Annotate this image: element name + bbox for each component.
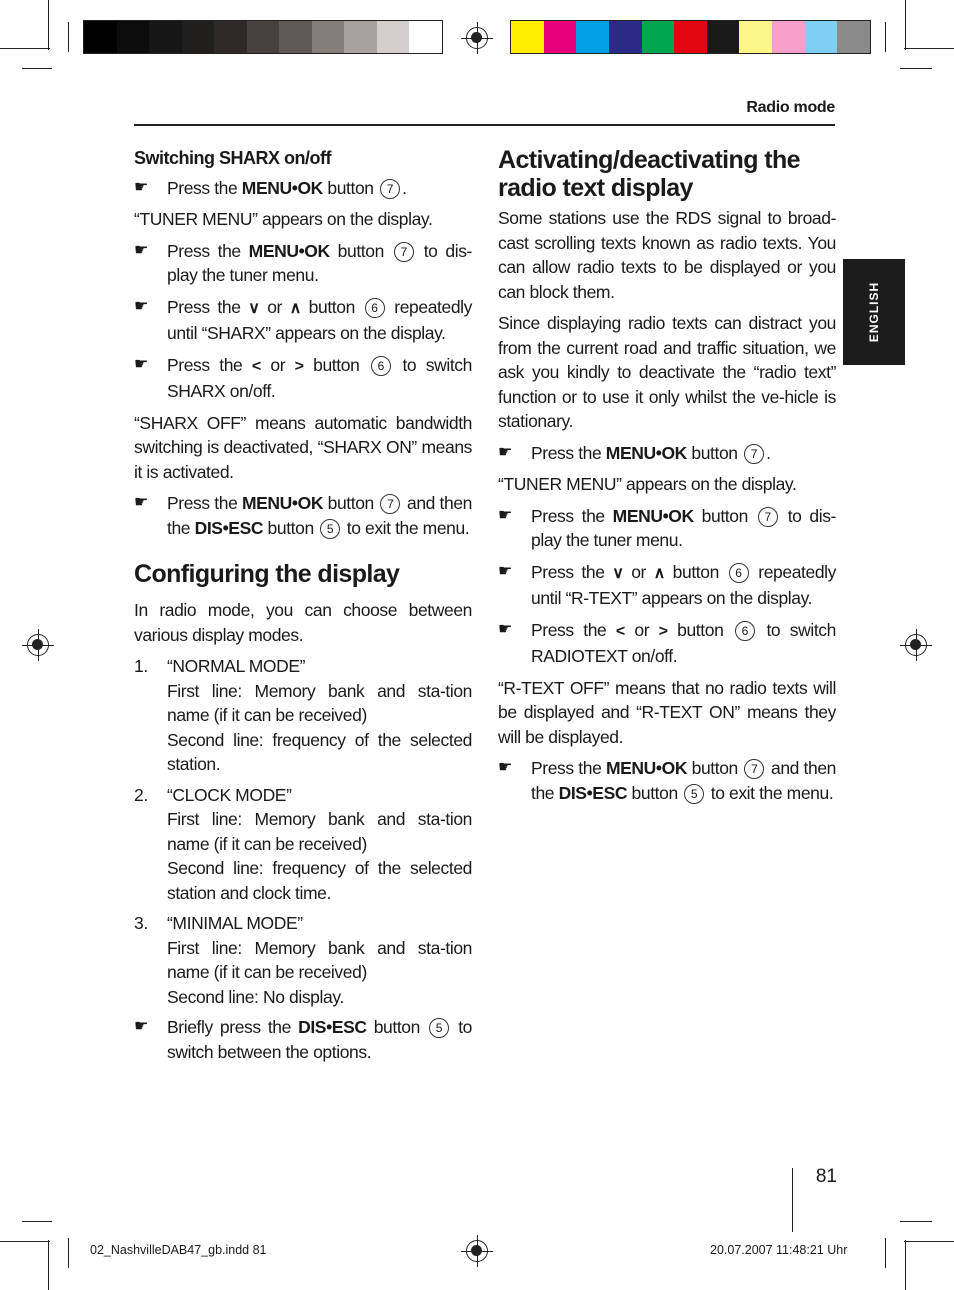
footer-file: 02_NashvilleDAB47_gb.indd 81 bbox=[90, 1243, 267, 1257]
key-label: DIS•ESC bbox=[194, 517, 264, 538]
arrow-down-icon: ∨ bbox=[248, 299, 260, 317]
color-swatch bbox=[674, 21, 707, 53]
registration-mark-icon bbox=[27, 634, 49, 656]
color-swatch bbox=[707, 21, 740, 53]
body-text: “SHARX OFF” means automatic bandwidth switching is deactivated, “SHARX ON” means it is activated. bbox=[134, 412, 472, 482]
crop-mark bbox=[904, 1241, 954, 1242]
color-swatch bbox=[642, 21, 675, 53]
grayscale-bar bbox=[83, 20, 443, 54]
button-number-icon: 7 bbox=[380, 494, 400, 514]
body-text: “R-TEXT OFF” means that no radio texts will be displayed and “R-TEXT ON” means they will be displayed. bbox=[498, 677, 836, 747]
arrow-up-icon: ∧ bbox=[653, 564, 665, 582]
list-item: 3. “MINIMAL MODE” First line: Memory bank and sta-tion name (if it can be received) Second line: No display. bbox=[134, 913, 472, 1007]
color-swatch bbox=[609, 21, 642, 53]
page-header bbox=[134, 96, 835, 126]
crop-mark bbox=[0, 48, 50, 49]
pointing-hand-icon: ☛ bbox=[498, 759, 512, 776]
crop-mark bbox=[900, 68, 932, 69]
color-swatch bbox=[772, 21, 805, 53]
crop-mark bbox=[48, 0, 49, 50]
section-heading: Activating/deactivating the radio text display bbox=[498, 146, 800, 202]
button-number-icon: 6 bbox=[735, 621, 755, 641]
crop-mark bbox=[905, 0, 906, 50]
color-swatch bbox=[805, 21, 838, 53]
key-label: DIS•ESC bbox=[298, 1017, 367, 1037]
button-number-icon: 6 bbox=[371, 356, 391, 376]
color-bar bbox=[510, 20, 871, 54]
arrow-up-icon: ∧ bbox=[289, 299, 301, 317]
instruction-item: ☛ Press the MENU•OK button 7 to dis-play the tuner menu. bbox=[498, 505, 836, 550]
crop-mark bbox=[68, 22, 69, 52]
crop-mark bbox=[900, 1221, 932, 1222]
color-swatch bbox=[84, 21, 117, 53]
body-text: “TUNER MENU” appears on the display. bbox=[498, 474, 797, 494]
crop-mark bbox=[904, 48, 954, 49]
button-number-icon: 7 bbox=[758, 507, 778, 527]
key-label: MENU•OK bbox=[605, 758, 688, 778]
footer-timestamp: 20.07.2007 11:48:21 Uhr bbox=[710, 1243, 848, 1257]
color-swatch bbox=[149, 21, 182, 53]
crop-mark bbox=[905, 1240, 906, 1290]
pointing-hand-icon: ☛ bbox=[134, 494, 148, 511]
key-label: MENU•OK bbox=[605, 442, 687, 463]
color-swatch bbox=[409, 21, 442, 53]
pointing-hand-icon: ☛ bbox=[134, 355, 148, 373]
button-number-icon: 6 bbox=[729, 563, 749, 583]
button-number-icon: 5 bbox=[320, 519, 340, 539]
instruction-item: ☛ Press the < or > button 6 to switch SHARX on/off. bbox=[134, 354, 472, 401]
crop-mark bbox=[885, 22, 886, 52]
color-swatch bbox=[576, 21, 609, 53]
sharx-heading: Switching SHARX on/off bbox=[134, 148, 331, 168]
instruction-item: ☛ Press the MENU•OK button 7 to dis-play the tuner menu. bbox=[134, 240, 472, 285]
color-swatch bbox=[117, 21, 150, 53]
button-number-icon: 7 bbox=[380, 179, 400, 199]
section-title: Radio mode bbox=[746, 99, 835, 116]
color-swatch bbox=[344, 21, 377, 53]
list-item: 1. “NORMAL MODE” First line: Memory bank and sta-tion name (if it can be received) Second line: frequency of the selected station. bbox=[134, 656, 472, 774]
color-swatch bbox=[511, 21, 544, 53]
language-tab bbox=[843, 259, 905, 365]
color-swatch bbox=[377, 21, 410, 53]
page-number-box bbox=[792, 1168, 837, 1232]
arrow-left-icon: < bbox=[251, 357, 261, 375]
pointing-hand-icon: ☛ bbox=[134, 1018, 148, 1035]
crop-mark bbox=[885, 1238, 886, 1268]
registration-mark-icon bbox=[466, 1240, 488, 1262]
arrow-left-icon: < bbox=[615, 622, 625, 640]
color-swatch bbox=[837, 21, 870, 53]
pointing-hand-icon: ☛ bbox=[498, 562, 512, 580]
registration-mark-icon bbox=[466, 27, 488, 49]
crop-mark bbox=[0, 1241, 50, 1242]
crop-mark bbox=[68, 1238, 69, 1268]
instruction-item: ☛ Briefly press the DIS•ESC button 5 to switch between the options. bbox=[134, 1017, 472, 1062]
pointing-hand-icon: ☛ bbox=[498, 506, 512, 524]
color-swatch bbox=[739, 21, 772, 53]
instruction-item: ☛ Press the MENU•OK button 7 and then the DIS•ESC button 5 to exit the menu. bbox=[498, 758, 836, 803]
arrow-down-icon: ∨ bbox=[612, 564, 624, 582]
instruction-item: ☛ Press the MENU•OK button 7 . bbox=[134, 176, 472, 201]
language-tab-label: ENGLISH bbox=[867, 281, 881, 343]
instruction-item: ☛ Press the ∨ or ∧ button 6 repeatedly until “SHARX” appears on the display. bbox=[134, 296, 472, 343]
button-number-icon: 6 bbox=[365, 298, 385, 318]
color-swatch bbox=[182, 21, 215, 53]
instruction-item: ☛ Press the MENU•OK button 7 . bbox=[498, 441, 836, 466]
key-label: MENU•OK bbox=[612, 505, 694, 526]
color-swatch bbox=[214, 21, 247, 53]
instruction-item: ☛ Press the MENU•OK button 7 and then the DIS•ESC button 5 to exit the menu. bbox=[134, 493, 472, 538]
arrow-right-icon: > bbox=[294, 357, 304, 375]
right-column bbox=[498, 146, 836, 812]
crop-mark bbox=[22, 68, 52, 69]
key-label: MENU•OK bbox=[241, 493, 324, 513]
section-heading: Configuring the display bbox=[134, 560, 400, 588]
instruction-item: ☛ Press the < or > button 6 to switch RADIOTEXT on/off. bbox=[498, 619, 836, 666]
body-text: Some stations use the RDS signal to broad-cast scrolling texts known as radio texts. You can allow radio texts to be displayed or you can block them. bbox=[498, 208, 836, 302]
left-column bbox=[134, 146, 472, 1071]
pointing-hand-icon: ☛ bbox=[134, 241, 148, 259]
list-item: 2. “CLOCK MODE” First line: Memory bank and sta-tion name (if it can be received) Second line: frequency of the selected station and clock time. bbox=[134, 784, 472, 903]
arrow-right-icon: > bbox=[658, 622, 668, 640]
color-swatch bbox=[279, 21, 312, 53]
pointing-hand-icon: ☛ bbox=[134, 297, 148, 315]
key-label: MENU•OK bbox=[248, 240, 330, 261]
body-text: “TUNER MENU” appears on the display. bbox=[134, 209, 433, 229]
crop-mark bbox=[22, 1221, 52, 1222]
instruction-item: ☛ Press the ∨ or ∧ button 6 repeatedly until “R-TEXT” appears on the display. bbox=[498, 561, 836, 608]
button-number-icon: 5 bbox=[429, 1018, 449, 1038]
color-swatch bbox=[312, 21, 345, 53]
pointing-hand-icon: ☛ bbox=[498, 443, 512, 461]
crop-mark bbox=[48, 1240, 49, 1290]
pointing-hand-icon: ☛ bbox=[134, 178, 148, 196]
button-number-icon: 7 bbox=[394, 242, 414, 262]
button-number-icon: 7 bbox=[744, 444, 764, 464]
button-number-icon: 5 bbox=[684, 784, 704, 804]
body-text: Since displaying radio texts can distract you from the current road and traffic situation, we ask you kindly to deactivate the “radio text” function or to use it only whilst the ve-hicle is stationary. bbox=[498, 313, 836, 431]
button-number-icon: 7 bbox=[744, 759, 764, 779]
page-number: 81 bbox=[815, 1166, 837, 1187]
registration-mark-icon bbox=[905, 634, 927, 656]
pointing-hand-icon: ☛ bbox=[498, 620, 512, 638]
key-label: DIS•ESC bbox=[558, 782, 628, 803]
body-text: In radio mode, you can choose between various display modes. bbox=[134, 600, 472, 645]
key-label: MENU•OK bbox=[241, 177, 323, 198]
color-swatch bbox=[247, 21, 280, 53]
color-swatch bbox=[544, 21, 577, 53]
